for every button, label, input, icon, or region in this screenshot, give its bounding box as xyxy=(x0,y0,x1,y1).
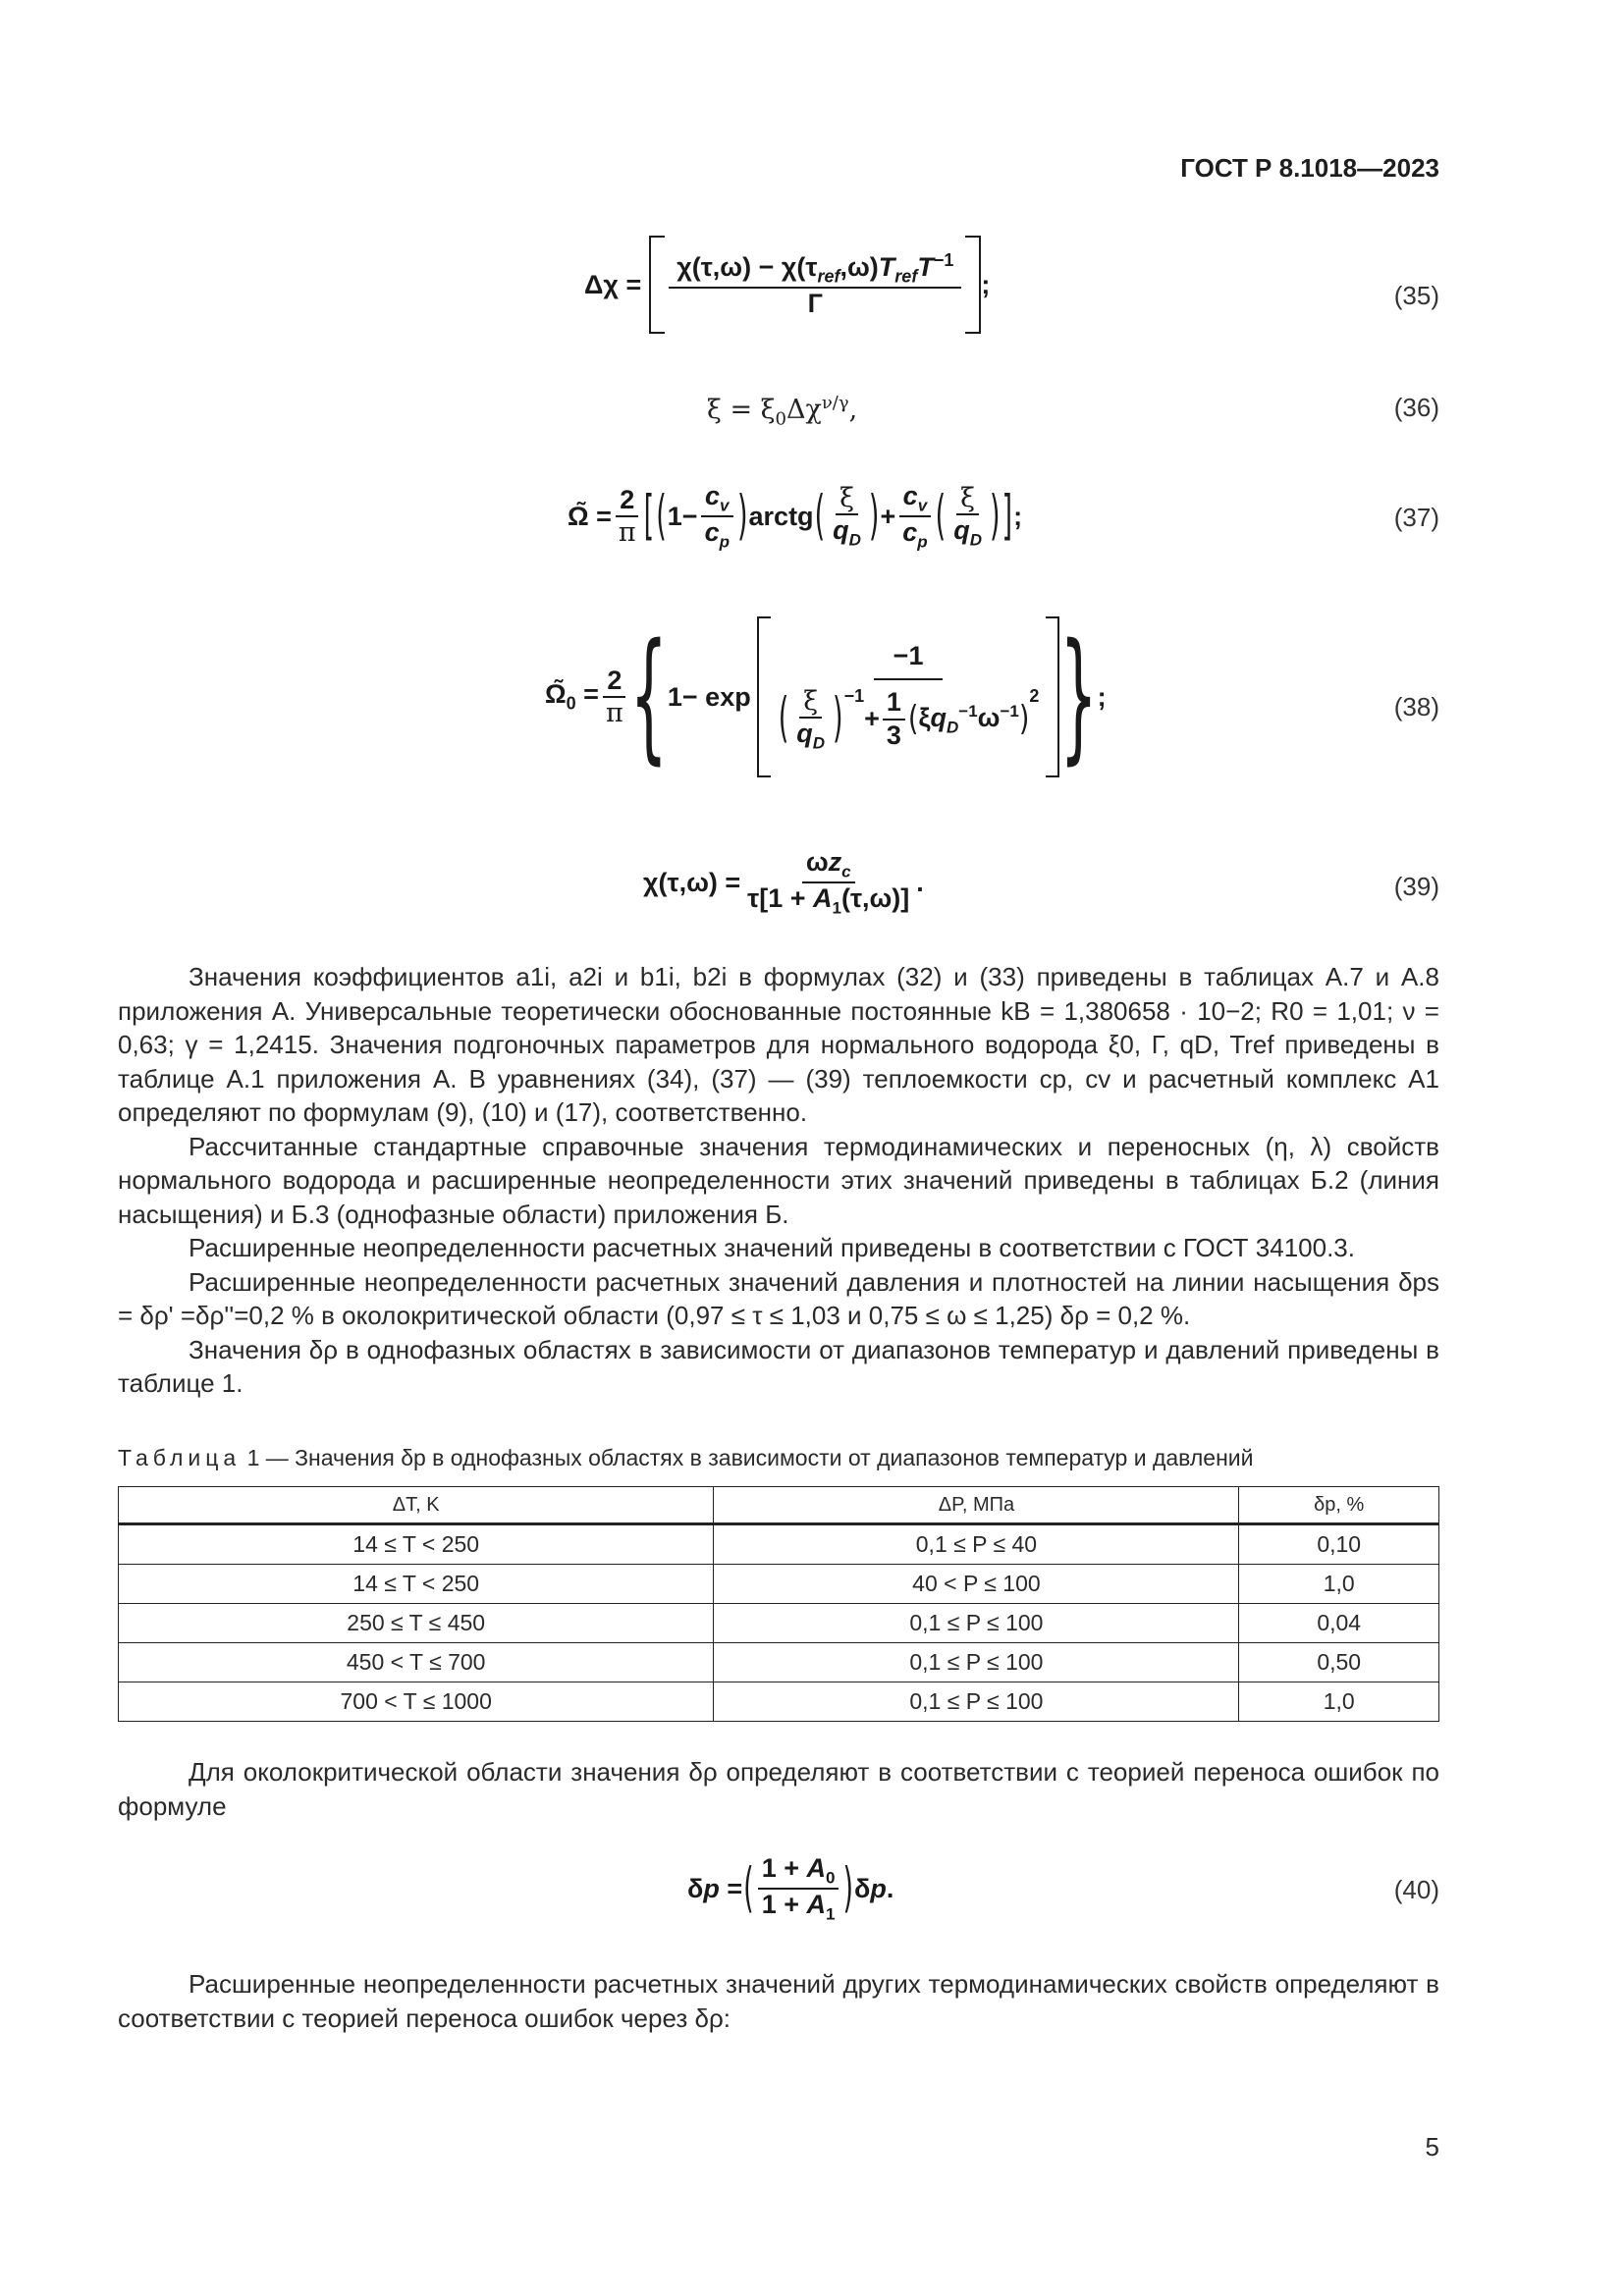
table-1 xyxy=(118,1486,1439,1722)
page-number: 5 xyxy=(1425,2132,1439,2162)
table-row xyxy=(119,1524,1439,1565)
table-caption-label: Таблица xyxy=(118,1445,242,1470)
table-cell: 250 ≤ T ≤ 450 xyxy=(119,1604,714,1643)
table-cell: 450 < T ≤ 700 xyxy=(119,1643,714,1682)
paragraph: Для околокритической области значения δρ определяют в соответствии с теорией переноса ошибок по формуле xyxy=(118,1757,1439,1821)
table-cell: 0,50 xyxy=(1239,1643,1439,1682)
paragraph: Расширенные неопределенности расчетных значений приведены в соответствии с ГОСТ 34100.3. xyxy=(189,1233,1355,1262)
equation-35: Δχ = $\frac{\chi(\tau,\omega) - \chi(\tau_{ref},\omega)T_{ref}T^{-1}}{Г}$ ; xyxy=(584,236,990,334)
table-cell: 0,04 xyxy=(1239,1604,1439,1643)
body-text-block-1 xyxy=(118,960,1439,1401)
table-cell: 700 < T ≤ 1000 xyxy=(119,1682,714,1722)
table-row xyxy=(119,1682,1439,1722)
paragraph: Расширенные неопределенности расчетных значений давления и плотностей на линии насыщения δps = δρ' =δρ''=0,2 % в околокритической области (0,97 ≤ τ ≤ 1,03 и 0,75 ≤ ω ≤ 1,25) δρ = 0,2 %. xyxy=(118,1266,1439,1330)
paragraph: Рассчитанные стандартные справочные значения термодинамических и переносных (η, λ) свойств нормального водорода и расширенные неопределенности этих значений приведены в таблицах Б.2 (линия насыщения) и Б.3 (однофазные области) приложения Б. xyxy=(118,1131,1439,1229)
equation-36: $\xi = \xi_0\Delta\chi^{\nu/\gamma}$, xyxy=(707,393,858,430)
body-text-block-2 xyxy=(118,1755,1439,1823)
table-cell: 1,0 xyxy=(1239,1565,1439,1604)
column-header: δp, % xyxy=(1239,1487,1439,1524)
equation-39: χ(τ,ω) = $\frac{\omega z_c}{\tau[1 + A_1(\tau,\omega)]}$ . xyxy=(643,847,924,918)
equation-40: δp = ( $\frac{1 + A_0}{1 + A_1}$ ) δp. xyxy=(687,1853,894,1924)
table-row xyxy=(119,1604,1439,1643)
paragraph: Расширенные неопределенности расчетных значений других термодинамических свойств определяют в соответствии с теорией переноса ошибок через δρ: xyxy=(118,1969,1439,2033)
equation-number: (38) xyxy=(1393,692,1439,721)
table-cell: 14 ≤ T < 250 xyxy=(119,1524,714,1565)
paragraph: Значения δρ в однофазных областях в зависимости от диапазонов температур и давлений приведены в таблице 1. xyxy=(118,1334,1439,1398)
table-cell: 40 < P ≤ 100 xyxy=(714,1565,1239,1604)
equation-number: (39) xyxy=(1393,872,1439,901)
equation-number: (37) xyxy=(1393,503,1439,532)
equation-number: (35) xyxy=(1393,281,1439,310)
table-cell: 0,10 xyxy=(1239,1524,1439,1565)
table-cell: 0,1 ≤ P ≤ 100 xyxy=(714,1643,1239,1682)
equation-number: (36) xyxy=(1393,393,1439,422)
body-text-block-3 xyxy=(118,1967,1439,2035)
equation-37: Ω̃ = $\frac{2}{\pi}$ [ ( 1− $\frac{c_v}{c_p}$ ) arctg ( $\frac{\xi}{q_D}$ ) + $\frac{c_v}{c_p}$ ( $\frac{\xi}{q_D}$ ) ] ; xyxy=(568,481,1023,552)
table-header-row xyxy=(119,1487,1439,1524)
equation-number: (40) xyxy=(1393,1875,1439,1904)
table-row xyxy=(119,1643,1439,1682)
table-row xyxy=(119,1565,1439,1604)
table-cell: 0,1 ≤ P ≤ 100 xyxy=(714,1682,1239,1722)
table-cell: 0,1 ≤ P ≤ 100 xyxy=(714,1604,1239,1643)
column-header: ΔP, МПа xyxy=(714,1487,1239,1524)
paragraph: Значения коэффициентов a1i, a2i и b1i, b2i в формулах (32) и (33) приведены в таблицах А.7 и А.8 приложения А. Универсальные теоретически обоснованные постоянные kB = 1,380658 · 10−2; R0 = 1,01; ν = 0,63; γ = 1,2415. Значения подгоночных параметров для нормального водорода ξ0, Г, qD, Tref приведены в таблице А.1 приложения А. В уравнениях (34), (37) — (39) теплоемкости cp, cv и расчетный комплекс A1 определяют по формулам (9), (10) и (17), соответственно. xyxy=(118,962,1439,1127)
table-caption xyxy=(118,1445,1253,1471)
table-cell: 0,1 ≤ P ≤ 40 xyxy=(714,1524,1239,1565)
column-header: ΔT, K xyxy=(119,1487,714,1524)
table-caption-text: 1 — Значения δp в однофазных областях в зависимости от диапазонов температур и давлений xyxy=(246,1445,1254,1470)
table-cell: 14 ≤ T < 250 xyxy=(119,1565,714,1604)
equation-38: $\Omegã_0$ = $\frac{2}{\pi}$ { 1− exp −1 ( $\frac{\xi}{q_D}$ ) $^{-1}$ + $\frac{1}{3}$ ( $\xi q_D^{-1}\omega^{-1}$ ) $^2$ } ; xyxy=(545,614,1107,779)
document-code: ГОСТ Р 8.1018—2023 xyxy=(1180,153,1439,183)
table-cell: 1,0 xyxy=(1239,1682,1439,1722)
